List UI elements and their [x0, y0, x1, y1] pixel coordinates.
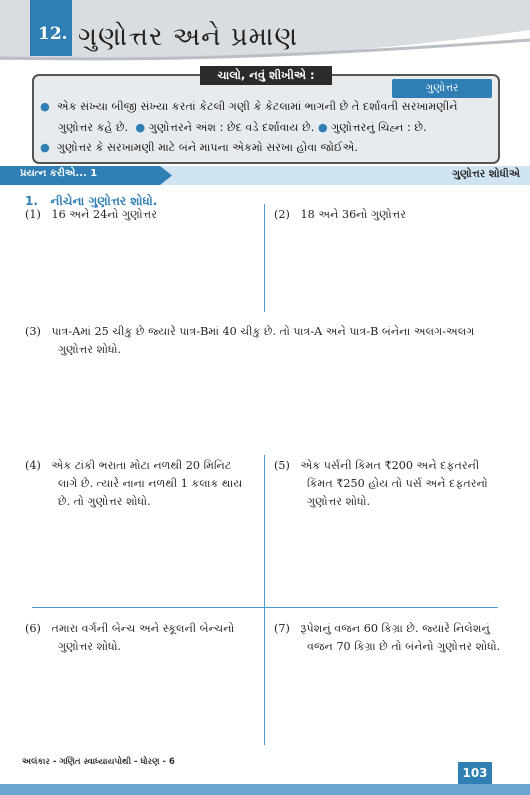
learn-box-title: ચાલો, નવું શીખીએ :: [200, 66, 332, 85]
topic-tag: ગુણોત્તર: [392, 79, 492, 98]
learn-line-1: ● એક સંખ્યા બીજી સંખ્યા કરતાં કેટલી ગણી કે કેટલામાં ભાગની છે તે દર્શાવતી સરખામણીને: [40, 100, 458, 113]
practice-tab-label: પ્રયત્ન કરીએ... 1: [20, 168, 98, 179]
chapter-title: ગુણોત્તર અને પ્રમાણ: [78, 22, 299, 52]
learn-line-3: ● ગુણોત્તર કે સરખામણી માટે બંને માપના એકમો સરખા હોવા જોઈએ.: [40, 141, 358, 154]
question-6: (6) તમારા વર્ગની બેન્ચ અને સ્કૂલની બેન્ચનો ગુણોત્તર શોધો.: [25, 622, 235, 653]
page-number: 103: [458, 762, 492, 784]
question-5: (5) એક પર્સની કિંમત ₹200 અને દફતરની કિંમત ₹250 હોય તો પર્સ અને દફતરનો ગુણોત્તર શોધો.: [274, 459, 488, 508]
practice-topic: ગુણોત્તર શોધીએ: [452, 168, 520, 180]
divider: [264, 455, 265, 745]
chapter-number: 12.: [38, 24, 68, 44]
bottom-bar: [0, 784, 530, 795]
question-4: (4) એક ટાંકી ભરાતા મોટા નળથી 20 મિનિટ લાગે છે. ત્યારે નાના નળથી 1 કલાક થાય છે. તો ગુણોત્તર શોધો.: [25, 459, 243, 508]
question-1: (1) 16 અને 24નો ગુણોત્તર: [25, 208, 157, 221]
footer-text: અલંકાર - ગણિત સ્વાધ્યાયપોથી - ધોરણ - 6: [22, 757, 175, 767]
question-2: (2) 18 અને 36નો ગુણોત્તર: [274, 208, 406, 221]
exercise-heading: 1. નીચેના ગુણોત્તર શોધો.: [25, 194, 158, 208]
learn-line-2: ગુણોત્તર કહે છે. ● ગુણોત્તરને અંશ : છેદ વડે દર્શાવાય છે. ● ગુણોત્તરનું ચિહ્ન : છે.: [58, 121, 427, 134]
question-7: (7) રૂપેશનું વજન 60 કિગ્રા છે. જ્યારે નિલેશનું વજન 70 કિગ્રા છે તો બંનેનો ગુણોત્તર શોધો.: [274, 622, 501, 653]
bullet-icon: ●: [317, 121, 328, 134]
divider: [264, 204, 265, 312]
question-3: (3) પાત્ર-Aમાં 25 ચીકુ છે જ્યારે પાત્ર-Bમાં 40 ચીકુ છે. તો પાત્ર-A અને પાત્ર-B બંનેના અલગ-અલગ ગુણોત્તર શોધો.: [25, 325, 475, 356]
bullet-icon: ●: [40, 100, 50, 113]
bullet-icon: ●: [135, 121, 146, 134]
divider: [32, 607, 498, 608]
bullet-icon: ●: [40, 141, 50, 154]
